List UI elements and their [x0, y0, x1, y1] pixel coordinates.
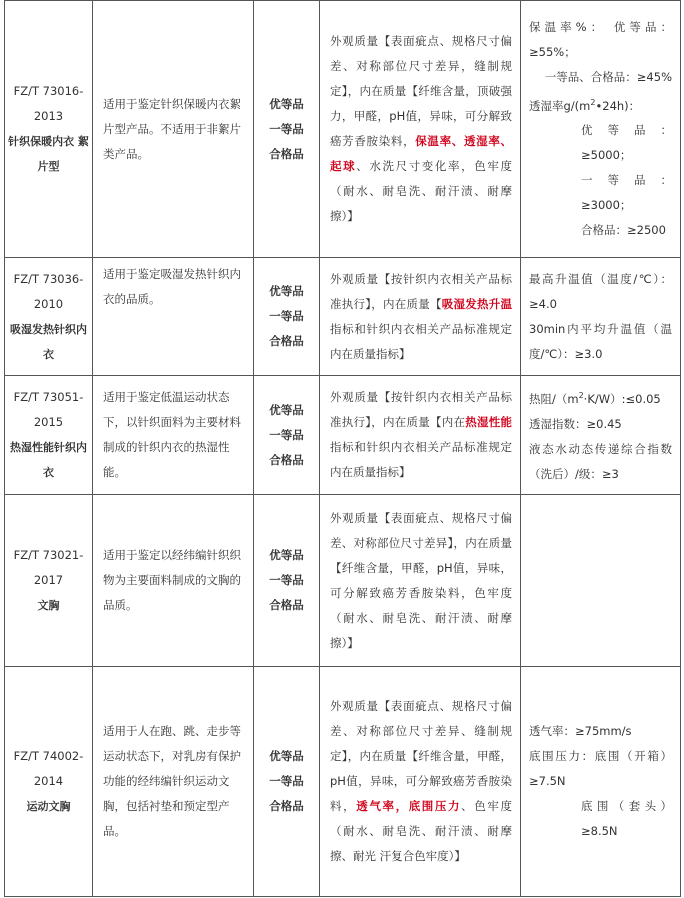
requirements-cell — [521, 495, 681, 667]
standard-name: 文胸 — [37, 599, 60, 612]
grade-excellent: 优等品 — [269, 402, 304, 417]
requirement-line: 透湿率$g/(m^2•24h)$： — [529, 97, 641, 113]
grade-excellent: 优等品 — [269, 749, 304, 763]
requirement-line: 优等品：≥5000； — [581, 123, 672, 163]
highlighted-items: 吸湿发热升温 — [441, 296, 512, 311]
requirement-line: 透气率：≥75mm/s — [529, 724, 632, 738]
requirement-line: 透湿指数：≥0.45 — [529, 416, 622, 431]
grade-qualified: 合格品 — [269, 334, 304, 348]
requirements-cell — [521, 376, 681, 495]
requirements-cell — [521, 258, 681, 376]
scope-cell: 适用于鉴定低温运动状态下，以针织面料为主要材料制成的针织内衣的热湿性能。 — [93, 376, 254, 495]
test-items-text-end: 指标和针织内衣相关产品标准规定内在质量指标】 — [330, 321, 512, 361]
test-items-cell — [320, 667, 521, 897]
grade-qualified: 合格品 — [269, 452, 304, 467]
grade-first: 一等品 — [269, 121, 304, 136]
standard-code-cell — [5, 376, 93, 495]
grade-qualified: 合格品 — [269, 799, 304, 813]
requirement-line: 一等品：≥3000； — [581, 173, 672, 213]
standard-name: 针织保暖内衣 絮片型 — [8, 135, 89, 173]
standard-number: FZ/T 73021-2017 — [13, 548, 84, 587]
test-items-cell — [320, 258, 521, 376]
requirement-line: 保温率%： 优等品：≥55%； — [529, 19, 672, 59]
test-items-cell: 外观质量【表面疵点、规格尺寸偏差、对称部位尺寸差异】，内在质量【纤维含量，甲醛，pH值，异味，可分解致癌芳香胺染料，色牢度（耐水、耐皂洗、耐汗渍、耐摩擦）】 — [320, 495, 521, 667]
requirement-line: 30min内平均升温值（温度/℃）：≥3.0 — [529, 321, 672, 361]
standards-table — [4, 0, 681, 897]
table-row — [5, 1, 681, 258]
highlighted-items: 热湿性能 — [465, 415, 512, 429]
test-items-text: 外观质量【按针织内衣相关产品标准执行】，内在质量【内在 — [330, 390, 512, 429]
scope-cell: 适用于鉴定吸湿发热针织内衣的品质。 — [93, 258, 254, 376]
grade-excellent: 优等品 — [269, 96, 304, 111]
highlighted-items: 透气率，底围压力 — [356, 799, 462, 813]
table-row — [5, 667, 681, 897]
table-row — [5, 376, 681, 495]
grade-cell — [254, 667, 320, 897]
scope-cell: 适用于鉴定以经纬编针织织物为主要面料制成的文胸的品质。 — [93, 495, 254, 667]
grade-first: 一等品 — [269, 573, 304, 587]
test-items-text: 外观质量【表面疵点、规格尺寸偏差、对称部位尺寸差异，缝制规定】，内在质量【纤维含量，顶破强力，甲醛，pH值，异味，可分解致癌芳香胺染料， — [330, 34, 512, 148]
table-row — [5, 258, 681, 376]
standard-code-cell — [5, 1, 93, 258]
grade-cell — [254, 495, 320, 667]
grade-excellent: 优等品 — [269, 548, 304, 562]
requirement-line: 底围压力：底围（开箱）≥7.5N — [529, 749, 672, 788]
standard-code-cell — [5, 667, 93, 897]
test-items-cell — [320, 1, 521, 258]
test-items-text-end: 、色牢度（耐水、耐皂洗、耐汗渍、耐摩擦、耐光 汗复合色牢度）】 — [330, 799, 513, 863]
requirement-line: 液态水动态传递综合指数（洗后）/级：≥3 — [529, 441, 672, 481]
grade-first: 一等品 — [269, 309, 304, 323]
requirement-line: 一等品、合格品：≥45% — [544, 69, 672, 84]
standard-number: FZ/T 73051-2015 — [13, 390, 84, 429]
requirements-cell — [521, 667, 681, 897]
test-items-text: 外观质量【表面疵点、规格尺寸偏差、对称部位尺寸差异、缝制规定】，内在质量【纤维含量，甲醛，pH值，异味，可分解致癌芳香胺染料， — [330, 699, 512, 813]
standard-number: FZ/T 74002-2014 — [13, 749, 84, 788]
requirement-line: 最高升温值（温度/℃）：≥4.0 — [529, 271, 672, 311]
table-row — [5, 495, 681, 667]
grade-qualified: 合格品 — [269, 598, 304, 612]
test-items-text-end: 指标和针织内衣相关产品标准规定内在质量指标】 — [330, 440, 512, 479]
grade-cell — [254, 1, 320, 258]
requirement-line: 底围（套头）≥8.5N — [581, 799, 672, 838]
standard-name: 吸湿发热针织内衣 — [10, 322, 87, 361]
test-items-text-end: 、水洗尺寸变化率，色牢度（耐水、耐皂洗、耐汗渍、耐摩擦）】 — [330, 159, 513, 223]
requirements-cell — [521, 1, 681, 258]
grade-first: 一等品 — [269, 427, 304, 442]
scope-cell: 适用于鉴定针织保暖内衣絮片型产品。不适用于非絮片类产品。 — [93, 1, 254, 258]
highlighted-items: 保温率、透湿率、起球 — [330, 134, 512, 173]
grade-qualified: 合格品 — [269, 146, 304, 161]
scope-cell: 适用于人在跑、跳、走步等运动状态下，对乳房有保护功能的经纬编针织运动文胸，包括衬垫和预定型产品。 — [93, 667, 254, 897]
standard-code-cell — [5, 495, 93, 667]
grade-excellent: 优等品 — [269, 284, 304, 298]
grade-first: 一等品 — [269, 774, 304, 788]
standard-number: FZ/T 73036-2010 — [13, 271, 84, 311]
test-items-text: 外观质量【按针织内衣相关产品标准执行】，内在质量【 — [330, 271, 512, 311]
standard-code-cell — [5, 258, 93, 376]
standard-name: 运动文胸 — [26, 800, 71, 813]
requirement-line: 合格品：≥2500 — [581, 223, 666, 238]
requirement-line: 热阻$/(m^2\cdot K/W):\le 0.05$ — [529, 391, 661, 406]
standard-name: 热湿性能针织内衣 — [10, 441, 87, 479]
test-items-cell — [320, 376, 521, 495]
grade-cell — [254, 376, 320, 495]
standard-number: FZ/T 73016-2013 — [13, 84, 84, 123]
grade-cell — [254, 258, 320, 376]
